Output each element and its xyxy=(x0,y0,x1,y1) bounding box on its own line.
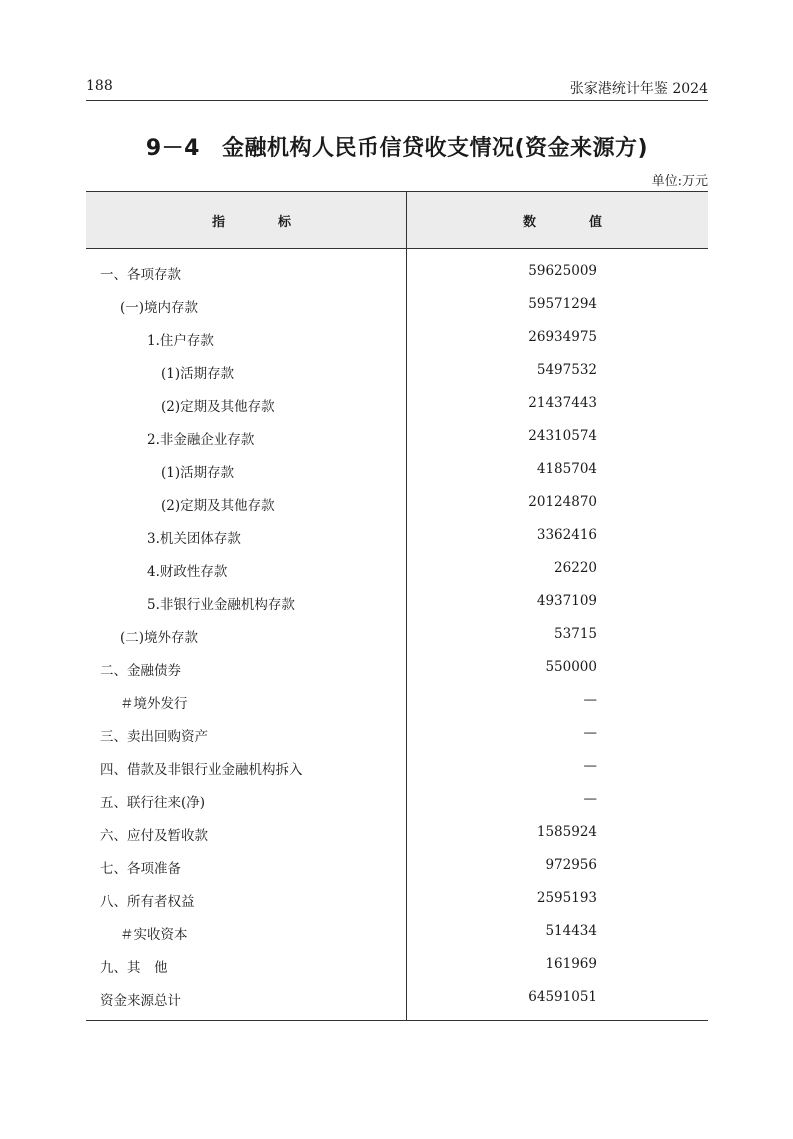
table-row xyxy=(0,259,793,292)
running-title: 张家港统计年鉴 2024 xyxy=(569,81,708,97)
row-value: 26934975 xyxy=(528,329,597,345)
row-label: ＃实收资本 xyxy=(120,927,188,943)
row-value: — xyxy=(583,791,597,807)
column-header-value: 数 值 xyxy=(523,215,623,230)
table-row xyxy=(0,721,793,754)
row-label: 一、各项存款 xyxy=(100,267,181,283)
row-label: 2.非金融企业存款 xyxy=(147,432,255,448)
row-value: 4185704 xyxy=(536,461,597,477)
row-label: 七、各项准备 xyxy=(100,861,181,877)
row-label: 九、其 他 xyxy=(100,960,168,976)
bottom-rule xyxy=(86,1020,708,1021)
column-header-indicator: 指 标 xyxy=(212,215,312,230)
row-label: 二、金融债券 xyxy=(100,663,181,679)
table-row xyxy=(0,523,793,556)
table-row xyxy=(0,820,793,853)
row-label: (1)活期存款 xyxy=(161,366,235,382)
table-row xyxy=(0,325,793,358)
row-value: 514434 xyxy=(545,923,597,939)
table-row xyxy=(0,391,793,424)
table-title xyxy=(86,131,708,162)
table-row xyxy=(0,688,793,721)
unit-label: 单位:万元 xyxy=(651,174,708,189)
row-value: 1585924 xyxy=(536,824,597,840)
row-label: (2)定期及其他存款 xyxy=(161,498,275,514)
table-row xyxy=(0,589,793,622)
row-label: (二)境外存款 xyxy=(120,630,199,646)
row-label: (2)定期及其他存款 xyxy=(161,399,275,415)
row-label: 八、所有者权益 xyxy=(100,894,195,910)
row-value: 20124870 xyxy=(528,494,597,510)
table-row xyxy=(0,358,793,391)
table-row xyxy=(0,787,793,820)
row-label: 5.非银行业金融机构存款 xyxy=(147,597,295,613)
table-row xyxy=(0,292,793,325)
table-row xyxy=(0,424,793,457)
table-header xyxy=(86,191,708,249)
row-label: 4.财政性存款 xyxy=(147,564,228,580)
table-row xyxy=(0,952,793,985)
table-row xyxy=(0,919,793,952)
table-row xyxy=(0,754,793,787)
row-value: 972956 xyxy=(545,857,597,873)
table-row xyxy=(0,622,793,655)
table-row xyxy=(0,985,793,1018)
table-row xyxy=(0,886,793,919)
row-label: 3.机关团体存款 xyxy=(147,531,241,547)
row-value: 5497532 xyxy=(536,362,597,378)
row-label: 三、卖出回购资产 xyxy=(100,729,208,745)
row-label: (一)境内存款 xyxy=(120,300,199,316)
row-value: 59571294 xyxy=(528,296,597,312)
row-label: 资金来源总计 xyxy=(100,993,181,1009)
row-label: (1)活期存款 xyxy=(161,465,235,481)
row-value: — xyxy=(583,725,597,741)
column-divider xyxy=(406,192,407,248)
page-header xyxy=(86,76,708,98)
row-label: 六、应付及暂收款 xyxy=(100,828,208,844)
row-value: 53715 xyxy=(554,626,597,642)
row-label: 五、联行往来(净) xyxy=(100,795,206,811)
row-value: 21437443 xyxy=(528,395,597,411)
row-value: 26220 xyxy=(554,560,597,576)
row-value: 59625009 xyxy=(528,263,597,279)
row-value: 24310574 xyxy=(528,428,597,444)
table-row xyxy=(0,457,793,490)
table-number: 9－4 xyxy=(145,136,200,161)
row-label: 四、借款及非银行业金融机构拆入 xyxy=(100,762,303,778)
row-label: 1.住户存款 xyxy=(147,333,214,349)
row-value: — xyxy=(583,758,597,774)
row-value: 2595193 xyxy=(536,890,597,906)
row-value: 64591051 xyxy=(528,989,597,1005)
table-row xyxy=(0,490,793,523)
header-rule xyxy=(86,100,708,101)
table-row xyxy=(0,655,793,688)
row-value: 4937109 xyxy=(536,593,597,609)
table-body xyxy=(0,259,793,1018)
page-number: 188 xyxy=(86,78,113,94)
row-value: 161969 xyxy=(545,956,597,972)
row-value: — xyxy=(583,692,597,708)
table-row xyxy=(0,853,793,886)
row-value: 550000 xyxy=(545,659,597,675)
table-title-text: 金融机构人民币信贷收支情况(资金来源方) xyxy=(222,136,649,161)
row-value: 3362416 xyxy=(536,527,597,543)
row-label: ＃境外发行 xyxy=(120,696,188,712)
table-row xyxy=(0,556,793,589)
